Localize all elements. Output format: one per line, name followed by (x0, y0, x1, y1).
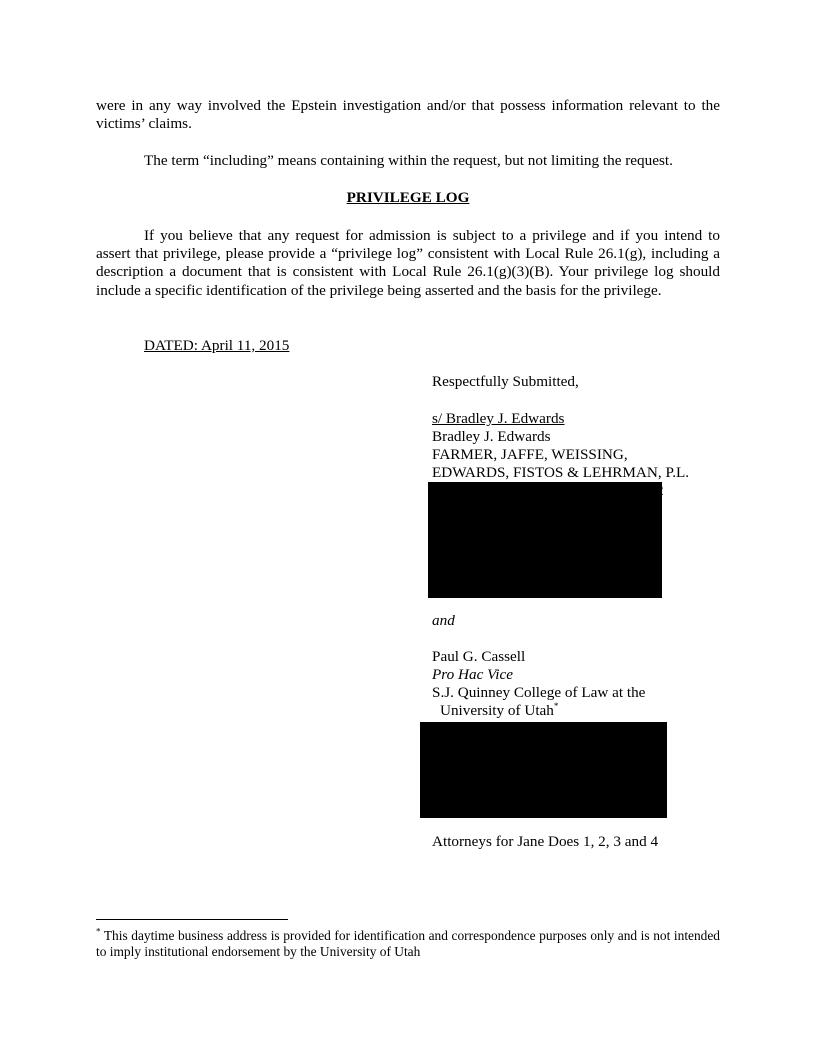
redaction-block-2 (420, 722, 667, 818)
attorneys-for: Attorneys for Jane Does 1, 2, 3 and 4 (432, 833, 659, 850)
pro-hac-vice: Pro Hac Vice (432, 666, 513, 683)
footnote-marker-bottom: * (96, 926, 101, 937)
footnote-marker: * (553, 700, 559, 711)
firm-name-line-2: EDWARDS, FISTOS & LEHRMAN, P.L. (432, 464, 690, 481)
institution-line-1: S.J. Quinney College of Law at the (432, 684, 646, 701)
and-conjunction: and (432, 612, 455, 629)
section-heading-privilege-log: PRIVILEGE LOG (346, 189, 470, 206)
institution-line-2-text: University of Utah (440, 702, 554, 719)
redaction-overflow-glyph: 2 (656, 482, 664, 499)
dated-text: DATED: April 11, 2015 (144, 337, 290, 354)
dated-line (96, 337, 720, 355)
respectfully-submitted: Respectfully Submitted, (432, 373, 579, 390)
footnote (96, 928, 720, 960)
footnote-separator (96, 919, 288, 920)
paragraph-including-definition: The term “including” means containing within the request, but not limiting the request. (144, 152, 673, 169)
signature-line (432, 410, 564, 428)
co-counsel-name: Paul G. Cassell (432, 648, 526, 665)
redaction-block-1 (428, 482, 662, 598)
paragraph-continuation: were in any way involved the Epstein investigation and/or that possess information relevant to the victims’ claims. (96, 97, 720, 133)
signature-text: s/ Bradley J. Edwards (432, 410, 565, 427)
institution-line-2 (440, 702, 558, 720)
paragraph-privilege-log: If you believe that any request for admission is subject to a privilege and if you intend to assert that privilege, please provide a “privilege log” consistent with Local Rule 26.1(g), including a description a document that is consistent with Local Rule 26.1(g)(3)(B). Your privilege log should include a specific identification of the privilege being asserted and the basis for the privilege. (96, 227, 720, 299)
footnote-text: This daytime business address is provided for identification and correspondence purposes only and is not intended to imply institutional endorsement by the University of Utah (96, 928, 721, 959)
attorney-name: Bradley J. Edwards (432, 428, 551, 445)
firm-name-line-1: FARMER, JAFFE, WEISSING, (432, 446, 628, 463)
